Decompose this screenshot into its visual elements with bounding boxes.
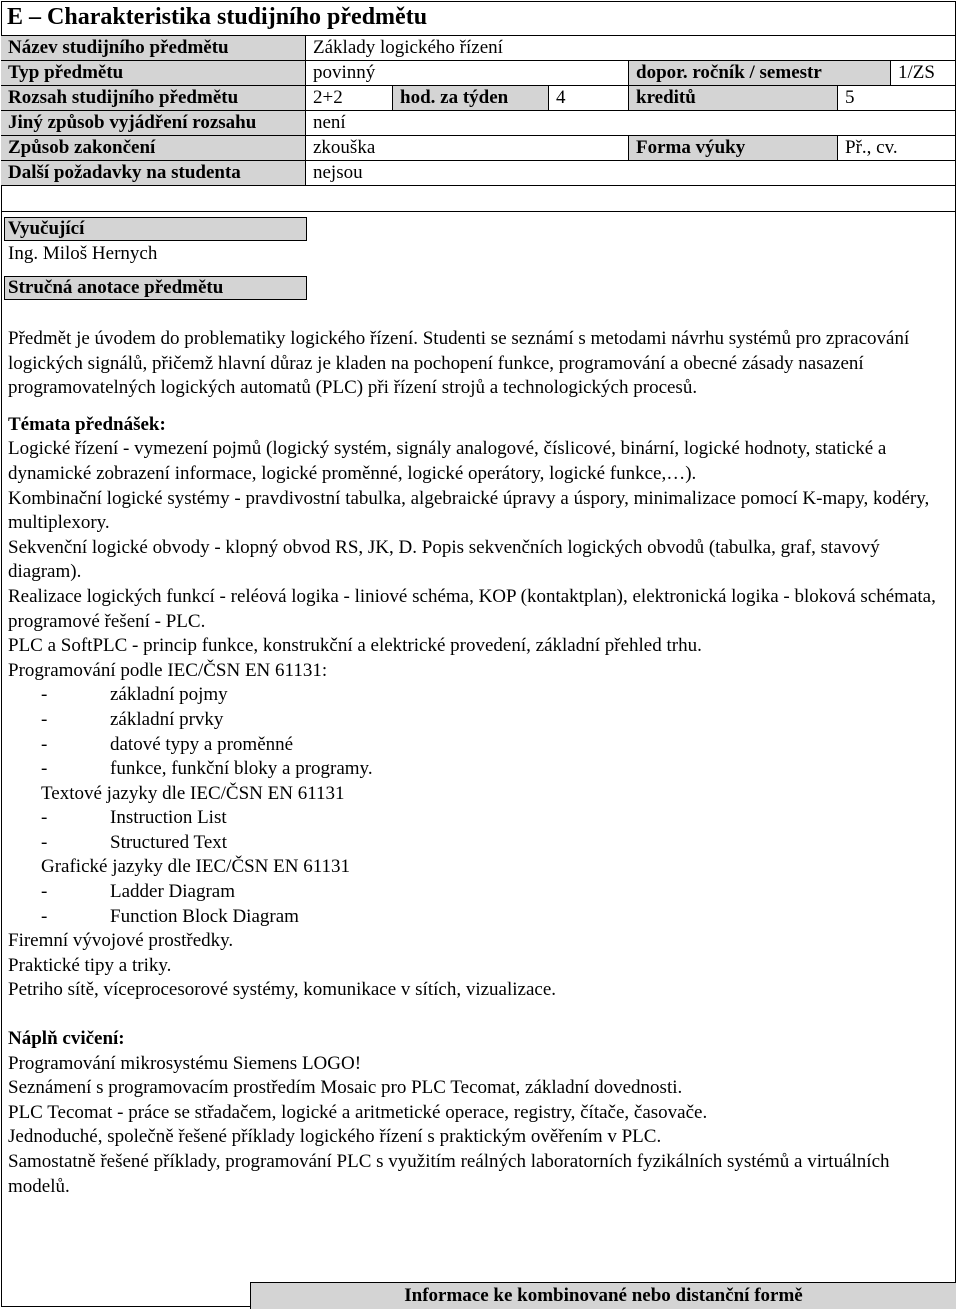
- section-divider: [1, 211, 956, 212]
- list-item: - základní prvky: [41, 708, 224, 730]
- year-label: dopor. ročník / semestr: [628, 61, 891, 85]
- list-item: - Function Block Diagram: [41, 905, 299, 927]
- lecture-topic: PLC a SoftPLC - princip funkce, konstrukční a elektrické provedení, základní přehled trhu.: [8, 635, 702, 657]
- list-item: - Ladder Diagram: [41, 881, 236, 903]
- table-row-name: [1, 35, 956, 60]
- list-item: - datové typy a proměnné: [41, 733, 294, 755]
- table-row-other-scope: [1, 110, 956, 135]
- lecture-topic: Programování podle IEC/ČSN EN 61131:: [8, 659, 328, 681]
- name-value: Základy logického řízení: [313, 37, 503, 58]
- credits-value: 5: [845, 87, 855, 108]
- form-label: Forma výuky: [628, 136, 838, 160]
- requirements-value: nejsou: [313, 162, 363, 183]
- completion-value: zkouška: [313, 137, 376, 158]
- lecture-topic: Realizace logických funkcí - reléová logika - liniové schéma, KOP (kontaktplan), elektronická logika - bloková schémata, programové řešení - PLC.: [8, 585, 936, 632]
- lecture-topic: Praktické tipy a triky.: [8, 954, 172, 976]
- scope-label: Rozsah studijního předmětu: [1, 86, 306, 110]
- credits-label: kreditů: [628, 86, 838, 110]
- table-row-type: [1, 60, 956, 85]
- exercise-item: Samostatně řešené příklady, programování PLC s využitím reálných laboratorních fyzikálních systémů a virtuálních modelů.: [8, 1151, 890, 1197]
- type-label: Typ předmětu: [1, 61, 306, 85]
- other-scope-value: není: [313, 112, 346, 133]
- annotation-text: Předmět je úvodem do problematiky logického řízení. Studenti se seznámí s metodami návrhu systémů pro zpracování logických signálů, přičemž hlavní důraz je kladen na pochopení funkce, programování a obecné zásady nasazení programovatelných logických automatů (PLC) při řízení strojů a technologických procesů.: [8, 328, 910, 399]
- completion-label: Způsob zakončení: [1, 136, 306, 160]
- exercise-item: PLC Tecomat - práce se střadačem, logické a aritmetické operace, registry, čítače, časovače.: [8, 1101, 708, 1123]
- annotation-label: Stručná anotace předmětu: [4, 276, 307, 300]
- list-subheading: Grafické jazyky dle IEC/ČSN EN 61131: [41, 856, 351, 878]
- lectures-heading: Témata přednášek:: [8, 413, 166, 435]
- list-subheading: Textové jazyky dle IEC/ČSN EN 61131: [41, 782, 345, 804]
- lecture-topic: Petriho sítě, víceprocesorové systémy, komunikace v sítích, vizualizace.: [8, 979, 557, 1001]
- exercise-item: Programování mikrosystému Siemens LOGO!: [8, 1052, 362, 1074]
- exercise-item: Seznámení s programovacím prostředím Mosaic pro PLC Tecomat, základní dovednosti.: [8, 1077, 683, 1099]
- hours-value: 4: [556, 87, 566, 108]
- hours-label: hod. za týden: [392, 86, 549, 110]
- exercises-heading: Náplň cvičení:: [8, 1028, 125, 1050]
- page-title: E – Charakteristika studijního předmětu: [7, 4, 428, 30]
- requirements-label: Další požadavky na studenta: [1, 161, 306, 185]
- name-label: Název studijního předmětu: [1, 36, 306, 60]
- lecture-topic: Kombinační logické systémy - pravdivostní tabulka, algebraické úpravy a úspory, minimalizace pomocí K-mapy, kodéry, multiplexory.: [8, 487, 930, 534]
- table-row-requirements: [1, 160, 956, 186]
- footer-section-label: Informace ke kombinované nebo distanční formě: [250, 1282, 956, 1309]
- exercise-item: Jednoduché, společně řešené příklady logického řízení s praktickým ověřením v PLC.: [8, 1126, 662, 1148]
- form-value: Př., cv.: [845, 137, 898, 158]
- table-row-completion: [1, 135, 956, 160]
- lecturers-label: Vyučující: [4, 217, 307, 241]
- list-item: - základní pojmy: [41, 684, 228, 706]
- lecturer-name: Ing. Miloš Hernych: [8, 243, 158, 264]
- lecture-topic: Firemní vývojové prostředky.: [8, 930, 234, 952]
- list-item: - Structured Text: [41, 831, 228, 853]
- course-body: [8, 327, 948, 1199]
- year-value: 1/ZS: [898, 62, 935, 83]
- lecture-topic: Sekvenční logické obvody - klopný obvod RS, JK, D. Popis sekvenčních logických obvodů (tabulka, graf, stavový diagram).: [8, 536, 880, 583]
- scope-value: 2+2: [313, 87, 343, 108]
- lecture-topic: Logické řízení - vymezení pojmů (logický systém, signály analogové, číslicové, binární, logické hodnoty, statické a dynamické zobrazení informace, logické proměnné, logické operátory, logické funkce,…).: [8, 438, 887, 484]
- other-scope-label: Jiný způsob vyjádření rozsahu: [1, 111, 306, 135]
- list-item: - funkce, funkční bloky a programy.: [41, 758, 373, 780]
- type-value: povinný: [313, 62, 376, 83]
- table-row-scope: [1, 85, 956, 110]
- list-item: - Instruction List: [41, 807, 227, 829]
